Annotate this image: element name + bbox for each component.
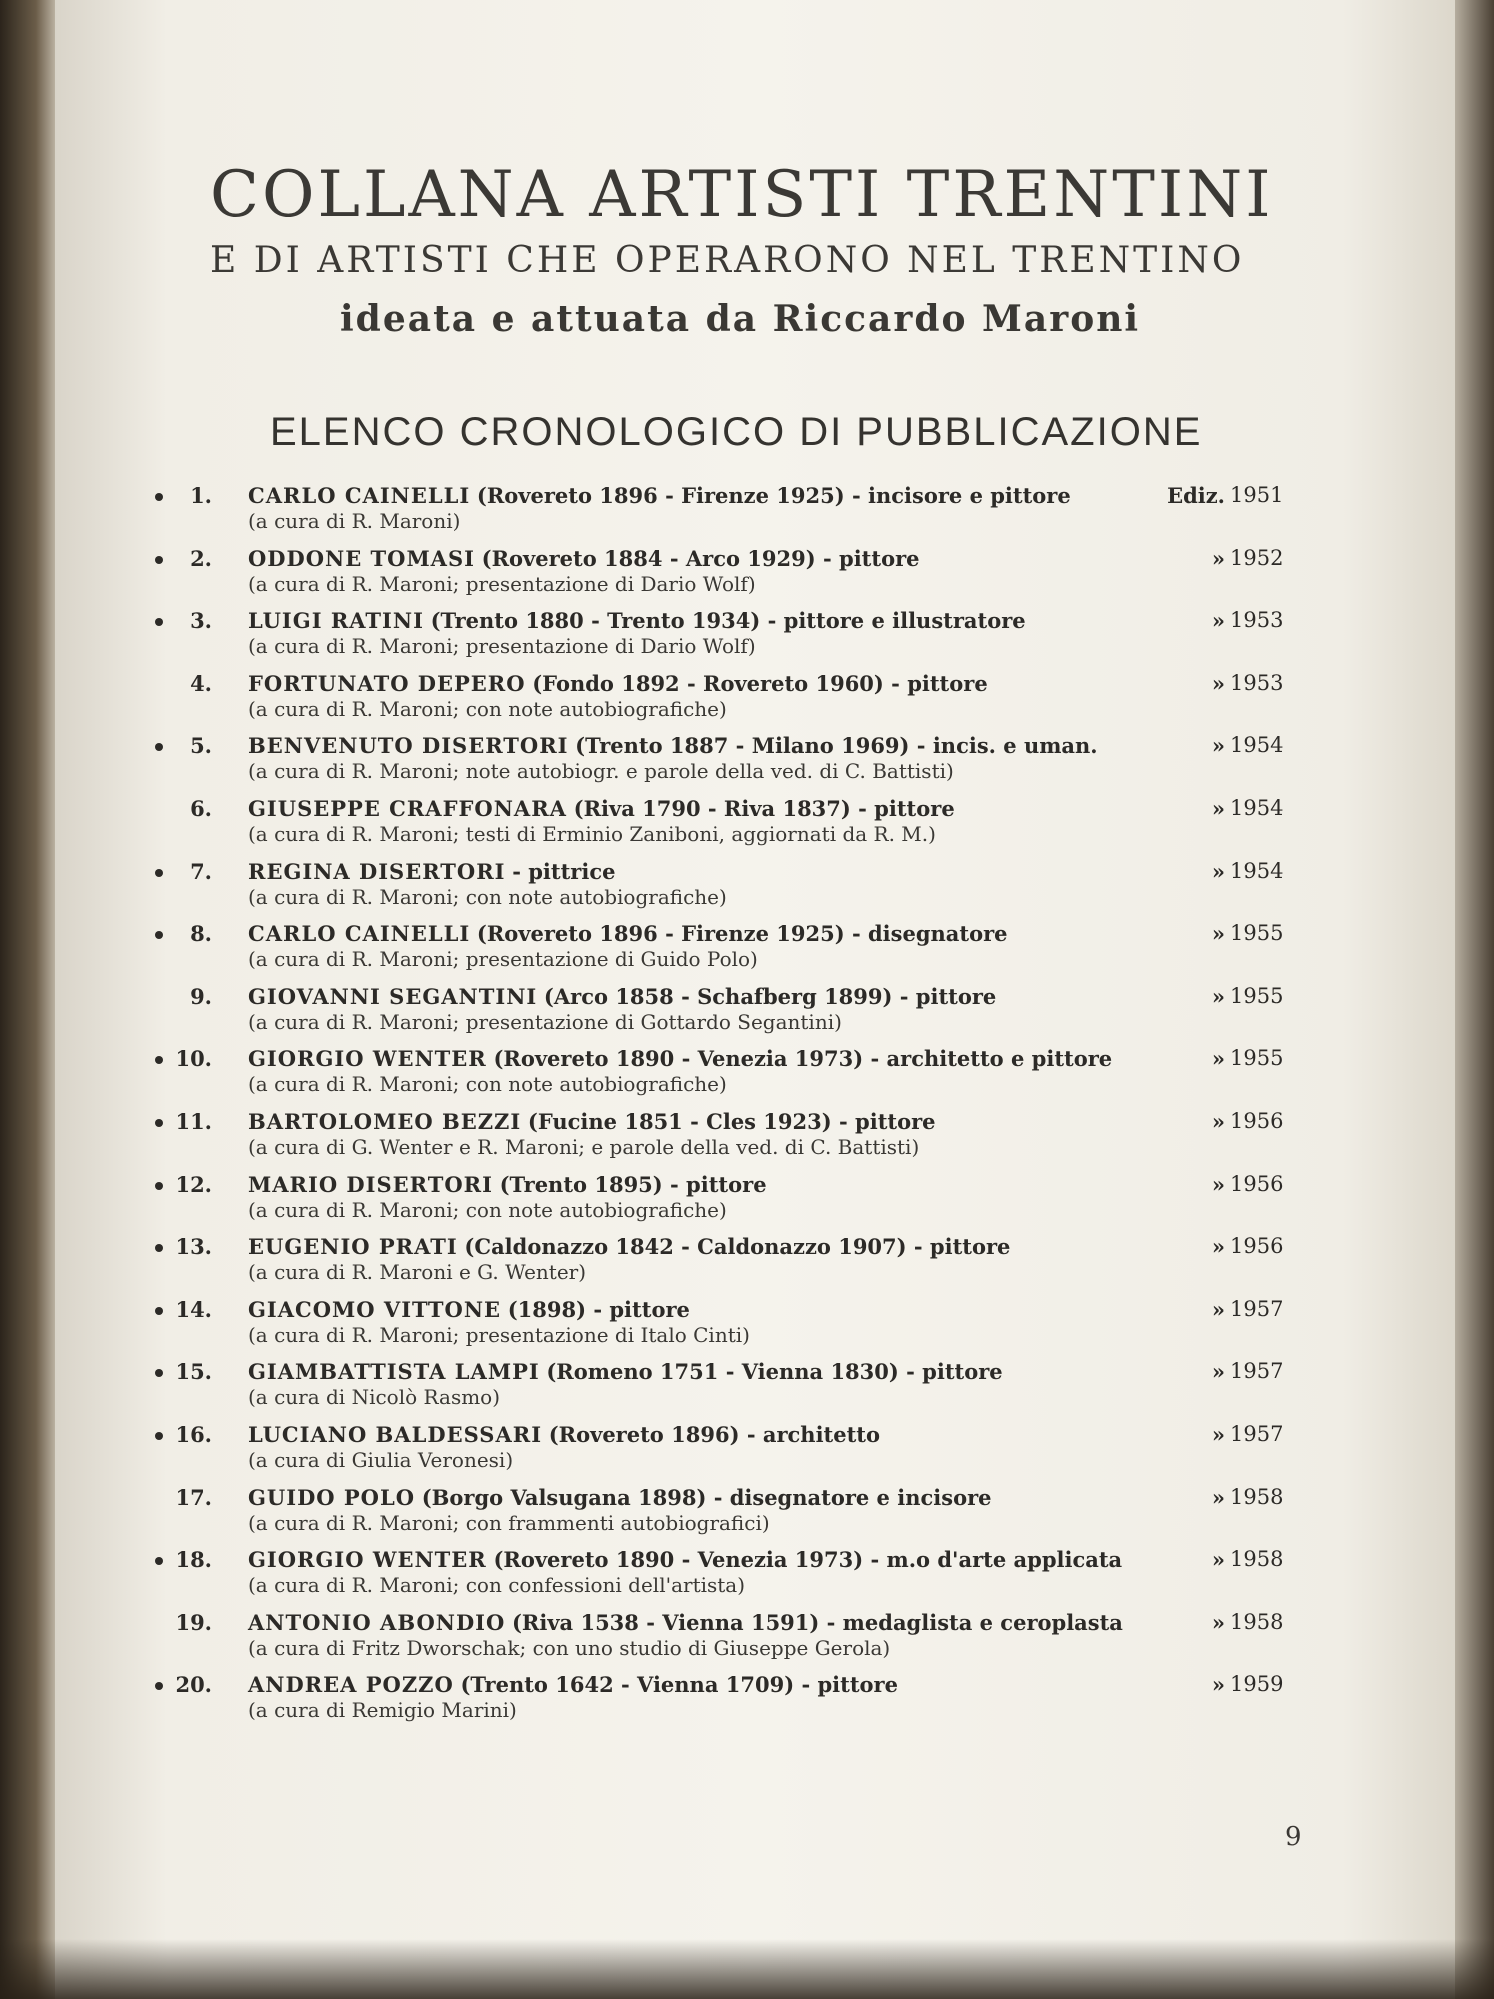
entry-number: 4.	[190, 670, 212, 696]
entry-title-line	[248, 1172, 1238, 1197]
entry-year: 1953	[1230, 608, 1284, 633]
entry-title-line	[248, 733, 1238, 758]
artist-detail: - pittrice	[512, 858, 616, 884]
bullet-dot-icon	[155, 1432, 163, 1440]
bullet-dot-icon	[155, 1056, 163, 1064]
bullet-dot-icon	[155, 1182, 163, 1190]
entry-number: 18.	[175, 1547, 212, 1573]
artist-detail: (Rovereto 1884 - Arco 1929) - pittore	[481, 545, 920, 571]
entry-title-line	[248, 1359, 1238, 1384]
entry-number: 9.	[190, 983, 212, 1009]
bullet-dot-icon	[155, 556, 163, 564]
artist-name: CARLO CAINELLI	[248, 921, 471, 947]
bullet-dot-icon	[155, 869, 163, 877]
list-item	[55, 1046, 1455, 1109]
entry-editor: (a cura di R. Maroni; con confessioni dell'artista)	[248, 1573, 746, 1598]
list-item	[55, 1359, 1455, 1422]
entry-editor: (a cura di R. Maroni)	[248, 509, 461, 533]
artist-name: BENVENUTO DISERTORI	[248, 733, 569, 759]
artist-detail: (Arco 1858 - Schafberg 1899) - pittore	[543, 983, 997, 1009]
book-page	[55, 0, 1455, 1999]
entry-number: 1.	[190, 483, 212, 508]
ditto-marker: »	[1211, 1108, 1225, 1134]
entry-editor: (a cura di R. Maroni e G. Wenter)	[248, 1260, 587, 1285]
ditto-marker: »	[1211, 733, 1225, 759]
artist-detail: (Borgo Valsugana 1898) - disegnatore e incisore	[421, 1484, 992, 1510]
list-item	[55, 796, 1455, 859]
entry-year: 1956	[1230, 1234, 1284, 1259]
list-item	[55, 1297, 1455, 1360]
bullet-dot-icon	[155, 743, 163, 751]
ditto-marker: »	[1211, 1547, 1225, 1573]
entry-editor: (a cura di R. Maroni; con note autobiografiche)	[248, 1197, 727, 1222]
artist-name: GIORGIO WENTER	[248, 1547, 487, 1573]
entry-title-line	[248, 546, 1238, 571]
artist-name: LUIGI RATINI	[248, 608, 424, 634]
entry-year: 1958	[1230, 1547, 1284, 1572]
entry-number: 12.	[175, 1171, 212, 1197]
entry-year: 1956	[1230, 1108, 1284, 1133]
entry-editor: (a cura di R. Maroni; note autobiogr. e parole della ved. di C. Battisti)	[248, 759, 954, 784]
artist-detail: (Fucine 1851 - Cles 1923) - pittore	[527, 1108, 936, 1134]
entry-editor: (a cura di R. Maroni; presentazione di Dario Wolf)	[248, 634, 756, 659]
entry-number: 16.	[175, 1421, 212, 1447]
entry-editor: (a cura di Remigio Marini)	[248, 1698, 517, 1723]
artist-name: GUIDO POLO	[248, 1484, 416, 1510]
entry-title-line	[248, 608, 1238, 633]
list-item	[55, 608, 1455, 671]
entry-editor: (a cura di R. Maroni; presentazione di Gottardo Segantini)	[248, 1009, 842, 1034]
list-item	[55, 483, 1455, 546]
entry-editor: (a cura di Nicolò Rasmo)	[248, 1385, 501, 1410]
ditto-marker: »	[1211, 608, 1225, 634]
ditto-marker: »	[1211, 1421, 1225, 1447]
page-byline: ideata e attuata da Riccardo Maroni	[340, 298, 1141, 340]
ditto-marker: »	[1211, 1296, 1225, 1322]
ditto-marker: »	[1211, 1359, 1225, 1385]
entry-editor: (a cura di R. Maroni; con note autobiografiche)	[248, 696, 727, 721]
entry-number: 13.	[175, 1234, 212, 1260]
entry-number: 8.	[190, 921, 212, 947]
bullet-dot-icon	[155, 1244, 163, 1252]
artist-detail: (Romeno 1751 - Vienna 1830) - pittore	[546, 1359, 1003, 1385]
entry-year: 1957	[1230, 1296, 1284, 1321]
entry-title-line	[248, 1672, 1238, 1697]
list-item	[55, 733, 1455, 796]
entry-title-line	[248, 1297, 1238, 1322]
artist-name: ODDONE TOMASI	[248, 545, 475, 571]
page-title: COLLANA ARTISTI TRENTINI	[210, 158, 1274, 232]
list-item	[55, 921, 1455, 984]
artist-name: BARTOLOMEO BEZZI	[248, 1108, 522, 1134]
entry-title-line	[248, 984, 1238, 1009]
artist-name: FORTUNATO DEPERO	[248, 670, 526, 696]
list-item	[55, 1547, 1455, 1610]
entry-editor: (a cura di R. Maroni; testi di Erminio Zaniboni, aggiornati da R. M.)	[248, 821, 936, 846]
entry-title-line	[248, 921, 1238, 946]
artist-detail: (Caldonazzo 1842 - Caldonazzo 1907) - pittore	[464, 1234, 1011, 1260]
entry-title-line	[248, 859, 1238, 884]
entry-title-line	[248, 483, 1238, 508]
ditto-marker: »	[1211, 1484, 1225, 1510]
list-item	[55, 1172, 1455, 1235]
artist-detail: (Rovereto 1890 - Venezia 1973) - m.o d'arte applicata	[493, 1547, 1123, 1573]
entry-title-line	[248, 1109, 1238, 1134]
artist-name: ANDREA POZZO	[248, 1672, 454, 1698]
entry-year: 1954	[1230, 733, 1284, 758]
entry-year: 1958	[1230, 1609, 1284, 1634]
artist-name: EUGENIO PRATI	[248, 1234, 458, 1260]
entry-number: 14.	[175, 1296, 212, 1322]
edition-marker: Ediz.	[1167, 483, 1225, 508]
photo-shadow-bottom	[0, 1939, 1494, 1999]
entry-number: 3.	[190, 608, 212, 634]
bullet-dot-icon	[155, 931, 163, 939]
ditto-marker: »	[1211, 1672, 1225, 1698]
bullet-dot-icon	[155, 618, 163, 626]
entry-title-line	[248, 796, 1238, 821]
artist-name: ANTONIO ABONDIO	[248, 1609, 506, 1635]
artist-detail: (Trento 1887 - Milano 1969) - incis. e uman.	[575, 733, 1098, 759]
entry-editor: (a cura di R. Maroni; con note autobiografiche)	[248, 1072, 727, 1097]
entry-year: 1952	[1230, 545, 1284, 570]
entry-year: 1953	[1230, 670, 1284, 695]
entry-number: 17.	[175, 1484, 212, 1510]
artist-detail: (Riva 1790 - Riva 1837) - pittore	[573, 795, 955, 821]
ditto-marker: »	[1211, 1234, 1225, 1260]
book-gutter-left	[0, 0, 60, 1999]
entry-number: 20.	[175, 1672, 212, 1698]
artist-detail: (Rovereto 1890 - Venezia 1973) - architetto e pittore	[493, 1046, 1113, 1072]
list-item	[55, 1422, 1455, 1485]
entry-number: 6.	[190, 795, 212, 821]
entry-editor: (a cura di R. Maroni; con note autobiografiche)	[248, 884, 727, 909]
ditto-marker: »	[1211, 1609, 1225, 1635]
entry-number: 11.	[175, 1108, 212, 1134]
list-item	[55, 1485, 1455, 1548]
bullet-dot-icon	[155, 1307, 163, 1315]
entry-year: 1957	[1230, 1359, 1284, 1384]
artist-detail: (Trento 1895) - pittore	[499, 1171, 767, 1197]
artist-detail: (Trento 1642 - Vienna 1709) - pittore	[460, 1672, 898, 1698]
ditto-marker: »	[1211, 670, 1225, 696]
entry-year: 1956	[1230, 1171, 1284, 1196]
list-item	[55, 859, 1455, 922]
artist-detail: (Trento 1880 - Trento 1934) - pittore e illustratore	[430, 608, 1026, 634]
page-number: 9	[1285, 1822, 1302, 1852]
ditto-marker: »	[1211, 1046, 1225, 1072]
artist-detail: (Riva 1538 - Vienna 1591) - medaglista e ceroplasta	[511, 1609, 1123, 1635]
entry-number: 15.	[175, 1359, 212, 1385]
entry-number: 19.	[175, 1609, 212, 1635]
entry-title-line	[248, 1547, 1238, 1572]
entry-year: 1955	[1230, 1046, 1284, 1071]
ditto-marker: »	[1211, 545, 1225, 571]
entry-number: 2.	[190, 545, 212, 571]
entry-title-line	[248, 1234, 1238, 1259]
entry-title-line	[248, 1046, 1238, 1071]
entry-editor: (a cura di R. Maroni; presentazione di Guido Polo)	[248, 947, 758, 972]
entry-editor: (a cura di R. Maroni; presentazione di Italo Cinti)	[248, 1322, 750, 1347]
artist-detail: (1898) - pittore	[507, 1296, 690, 1322]
entry-year: 1955	[1230, 921, 1284, 946]
bullet-dot-icon	[155, 1119, 163, 1127]
bullet-dot-icon	[155, 1682, 163, 1690]
ditto-marker: »	[1211, 795, 1225, 821]
artist-name: LUCIANO BALDESSARI	[248, 1421, 543, 1447]
bullet-dot-icon	[155, 1557, 163, 1565]
list-item	[55, 1672, 1455, 1735]
entry-year: 1951	[1230, 483, 1284, 507]
artist-name: GIUSEPPE CRAFFONARA	[248, 795, 567, 821]
list-item	[55, 1109, 1455, 1172]
ditto-marker: »	[1211, 921, 1225, 947]
entry-title-line	[248, 1485, 1238, 1510]
ditto-marker: »	[1211, 1171, 1225, 1197]
list-item	[55, 1610, 1455, 1673]
artist-name: GIACOMO VITTONE	[248, 1296, 502, 1322]
artist-name: GIOVANNI SEGANTINI	[248, 983, 538, 1009]
entry-year: 1958	[1230, 1484, 1284, 1509]
bullet-dot-icon	[155, 493, 163, 501]
entry-editor: (a cura di Fritz Dworschak; con uno studio di Giuseppe Gerola)	[248, 1635, 891, 1660]
list-item	[55, 671, 1455, 734]
ditto-marker: »	[1211, 858, 1225, 884]
entry-year: 1954	[1230, 858, 1284, 883]
book-edge-right	[1454, 0, 1494, 1999]
artist-name: GIORGIO WENTER	[248, 1046, 487, 1072]
entry-editor: (a cura di Giulia Veronesi)	[248, 1447, 514, 1472]
entry-year: 1954	[1230, 795, 1284, 820]
artist-name: MARIO DISERTORI	[248, 1171, 493, 1197]
entry-title-line	[248, 1610, 1238, 1635]
artist-name: REGINA DISERTORI	[248, 858, 506, 884]
artist-detail: (Rovereto 1896 - Firenze 1925) - incisore e pittore	[476, 483, 1071, 508]
entry-editor: (a cura di R. Maroni; con frammenti autobiografici)	[248, 1510, 770, 1535]
entry-number: 10.	[175, 1046, 212, 1072]
entry-year: 1959	[1230, 1672, 1284, 1697]
artist-name: GIAMBATTISTA LAMPI	[248, 1359, 540, 1385]
entry-number: 5.	[190, 733, 212, 759]
entry-editor: (a cura di G. Wenter e R. Maroni; e parole della ved. di C. Battisti)	[248, 1134, 920, 1159]
publication-list	[55, 483, 1455, 1735]
artist-detail: (Rovereto 1896 - Firenze 1925) - disegnatore	[476, 921, 1008, 947]
bullet-dot-icon	[155, 1369, 163, 1377]
ditto-marker: »	[1211, 983, 1225, 1009]
artist-detail: (Rovereto 1896) - architetto	[548, 1421, 881, 1447]
entry-year: 1955	[1230, 983, 1284, 1008]
list-item	[55, 546, 1455, 609]
entry-number: 7.	[190, 858, 212, 884]
list-heading: ELENCO CRONOLOGICO DI PUBBLICAZIONE	[270, 410, 1203, 454]
list-item	[55, 1234, 1455, 1297]
page-subtitle: E DI ARTISTI CHE OPERARONO NEL TRENTINO	[210, 240, 1245, 281]
list-item	[55, 984, 1455, 1047]
artist-name: CARLO CAINELLI	[248, 483, 471, 508]
artist-detail: (Fondo 1892 - Rovereto 1960) - pittore	[532, 670, 988, 696]
entry-editor: (a cura di R. Maroni; presentazione di Dario Wolf)	[248, 571, 756, 596]
entry-title-line	[248, 671, 1238, 696]
entry-year: 1957	[1230, 1421, 1284, 1446]
entry-title-line	[248, 1422, 1238, 1447]
